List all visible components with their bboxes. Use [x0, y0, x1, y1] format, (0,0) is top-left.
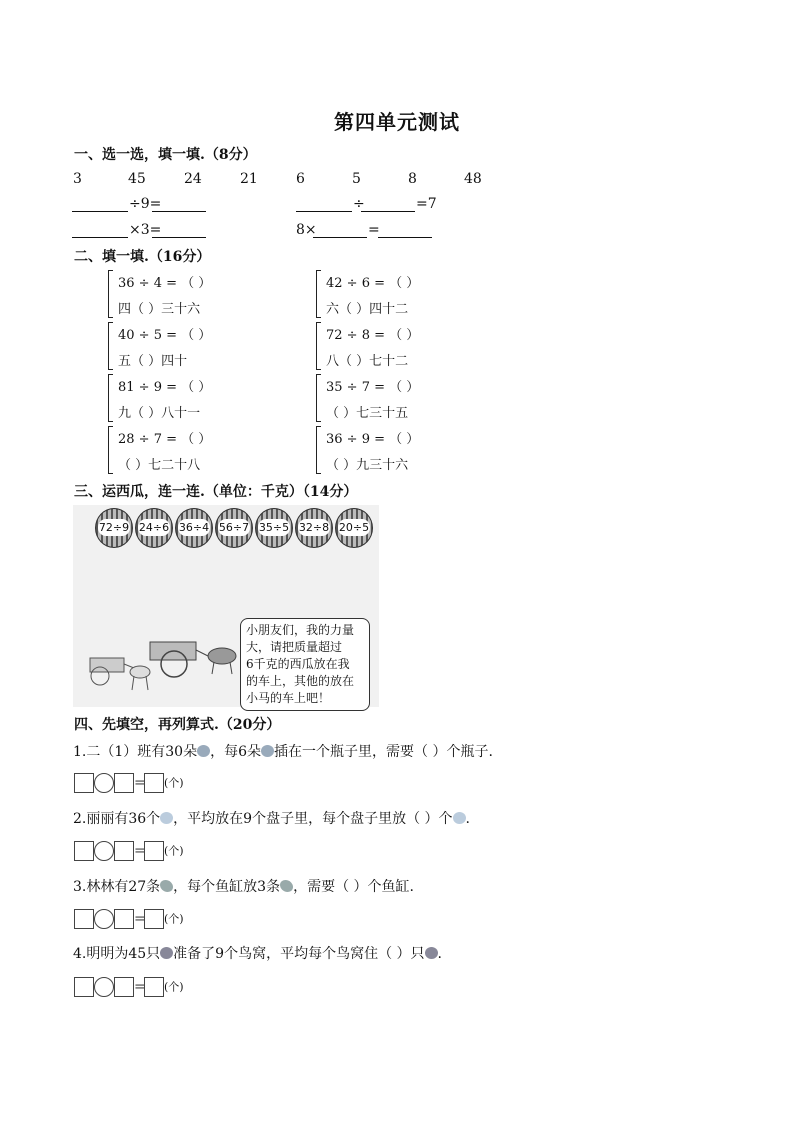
equation-boxes: [74, 976, 184, 997]
bubble-line: 6千克的西瓜放在我: [246, 657, 350, 671]
flower-icon: [261, 745, 274, 757]
watermelon[interactable]: [295, 508, 333, 548]
blank-line[interactable]: [152, 223, 206, 238]
question-1: [73, 741, 493, 761]
question-2: [73, 808, 470, 828]
number-choice: 5: [352, 171, 361, 187]
multiplication-rhyme: 五（ ）四十: [118, 354, 188, 369]
equals-sign: =: [134, 910, 146, 927]
equation-text: 8×: [296, 222, 317, 238]
question-text: ，每6朵: [210, 744, 262, 760]
brace: [316, 374, 321, 422]
question-text: ，平均放在9个盘子里，每个盘子里放（ ）个: [173, 811, 453, 827]
operator-circle[interactable]: [94, 909, 114, 929]
watermelon-row: [95, 508, 373, 548]
blank-line[interactable]: [152, 197, 206, 212]
watermelon-label: 20÷5: [338, 521, 370, 534]
answer-box[interactable]: [144, 909, 164, 929]
division-equation: 28 ÷ 7 = （ ）: [118, 432, 212, 447]
fish-icon: [280, 880, 293, 892]
bubble-line: 小朋友们，我的力量: [246, 623, 355, 637]
question-text: 2.丽丽有36个: [73, 811, 161, 827]
multiplication-rhyme: （ ）九三十六: [326, 458, 409, 473]
multiplication-rhyme: （ ）七三十五: [326, 406, 409, 421]
question-4: [73, 943, 442, 963]
question-text: 1.二（1）班有30朵: [73, 744, 198, 760]
watermelon-label: 56÷7: [218, 521, 250, 534]
apple-icon: [453, 812, 466, 824]
division-equation: 42 ÷ 6 = （ ）: [326, 276, 420, 291]
blank-line[interactable]: [72, 223, 128, 238]
apple-icon: [160, 812, 173, 824]
number-choice: 8: [408, 171, 417, 187]
blank-line[interactable]: [296, 197, 352, 212]
ox-cart-icon[interactable]: [150, 642, 236, 677]
watermelon[interactable]: [335, 508, 373, 548]
number-choice: 3: [73, 171, 82, 187]
equation-text: ÷9=: [129, 196, 162, 212]
answer-box[interactable]: [114, 841, 134, 861]
answer-box[interactable]: [74, 773, 94, 793]
question-text: 准备了9个鸟窝，平均每个鸟窝住（ ）只: [173, 946, 425, 962]
watermelon-label: 72÷9: [98, 521, 130, 534]
unit-label: (个): [164, 776, 184, 790]
speech-bubble: [240, 618, 370, 711]
brace: [108, 270, 113, 318]
section-1-heading: 一、选一选，填一填.（8分）: [74, 147, 257, 163]
bubble-line: 大，请把质量超过: [246, 640, 343, 654]
watermelon-label: 32÷8: [298, 521, 330, 534]
number-choice: 45: [128, 171, 146, 187]
equation-text: ÷: [353, 196, 365, 212]
watermelon[interactable]: [215, 508, 253, 548]
blank-line[interactable]: [313, 223, 367, 238]
answer-box[interactable]: [114, 977, 134, 997]
equation-text: ×3=: [129, 222, 162, 238]
brace: [316, 270, 321, 318]
equation-text: =7: [416, 196, 437, 212]
brace: [316, 426, 321, 474]
page-title: 第四单元测试: [334, 110, 460, 134]
equation-text: =: [368, 222, 380, 238]
question-text: ，每个鱼缸放3条: [173, 879, 281, 895]
operator-circle[interactable]: [94, 773, 114, 793]
multiplication-rhyme: 八（ ）七十二: [326, 354, 409, 369]
operator-circle[interactable]: [94, 841, 114, 861]
multiplication-rhyme: 四（ ）三十六: [118, 302, 201, 317]
equals-sign: =: [134, 842, 146, 859]
answer-box[interactable]: [144, 977, 164, 997]
blank-line[interactable]: [378, 223, 432, 238]
number-choice: 48: [464, 171, 482, 187]
watermelon[interactable]: [95, 508, 133, 548]
bird-icon: [160, 947, 173, 959]
unit-label: (个): [164, 912, 184, 926]
equation-boxes: [74, 840, 184, 861]
operator-circle[interactable]: [94, 977, 114, 997]
unit-label: (个): [164, 844, 184, 858]
equals-sign: =: [134, 774, 146, 791]
division-equation: 81 ÷ 9 = （ ）: [118, 380, 212, 395]
fish-icon: [160, 880, 173, 892]
question-text: .: [465, 811, 470, 827]
watermelon[interactable]: [255, 508, 293, 548]
brace: [108, 374, 113, 422]
carts-illustration: [76, 620, 244, 706]
horse-cart-icon[interactable]: [90, 658, 150, 690]
division-equation: 72 ÷ 8 = （ ）: [326, 328, 420, 343]
watermelon-label: 35÷5: [258, 521, 290, 534]
answer-box[interactable]: [74, 841, 94, 861]
watermelon-label: 36÷4: [178, 521, 210, 534]
division-equation: 36 ÷ 9 = （ ）: [326, 432, 420, 447]
answer-box[interactable]: [144, 841, 164, 861]
unit-label: (个): [164, 980, 184, 994]
bubble-line: 的车上，其他的放在: [246, 674, 355, 688]
question-text: .: [437, 946, 442, 962]
question-text: ，需要（ ）个鱼缸.: [293, 879, 414, 895]
brace: [108, 322, 113, 370]
blank-line[interactable]: [361, 197, 415, 212]
equation-boxes: [74, 908, 184, 929]
question-text: 插在一个瓶子里，需要（ ）个瓶子.: [274, 744, 493, 760]
answer-box[interactable]: [114, 773, 134, 793]
division-equation: 35 ÷ 7 = （ ）: [326, 380, 420, 395]
division-equation: 36 ÷ 4 = （ ）: [118, 276, 212, 291]
number-choice: 24: [184, 171, 202, 187]
answer-box[interactable]: [144, 773, 164, 793]
question-text: 3.林林有27条: [73, 879, 161, 895]
equation-boxes: [74, 772, 184, 793]
multiplication-rhyme: 六（ ）四十二: [326, 302, 409, 317]
number-choice: 6: [296, 171, 305, 187]
multiplication-rhyme: （ ）七二十八: [118, 458, 201, 473]
watermelon[interactable]: [135, 508, 173, 548]
watermelon-label: 24÷6: [138, 521, 170, 534]
bird-icon: [425, 947, 438, 959]
watermelon[interactable]: [175, 508, 213, 548]
section-4-heading: 四、先填空，再列算式.（20分）: [74, 717, 281, 733]
division-equation: 40 ÷ 5 = （ ）: [118, 328, 212, 343]
equals-sign: =: [134, 978, 146, 995]
section-2-heading: 二、填一填.（16分）: [74, 249, 211, 265]
answer-box[interactable]: [114, 909, 134, 929]
section-3-heading: 三、运西瓜，连一连.（单位：千克）（14分）: [74, 484, 358, 500]
brace: [316, 322, 321, 370]
flower-icon: [197, 745, 210, 757]
bubble-line: 小马的车上吧！: [246, 691, 331, 705]
brace: [108, 426, 113, 474]
multiplication-rhyme: 九（ ）八十一: [118, 406, 201, 421]
number-choice: 21: [240, 171, 258, 187]
answer-box[interactable]: [74, 909, 94, 929]
question-text: 4.明明为45只: [73, 946, 161, 962]
blank-line[interactable]: [72, 197, 128, 212]
answer-box[interactable]: [74, 977, 94, 997]
question-3: [73, 876, 414, 896]
